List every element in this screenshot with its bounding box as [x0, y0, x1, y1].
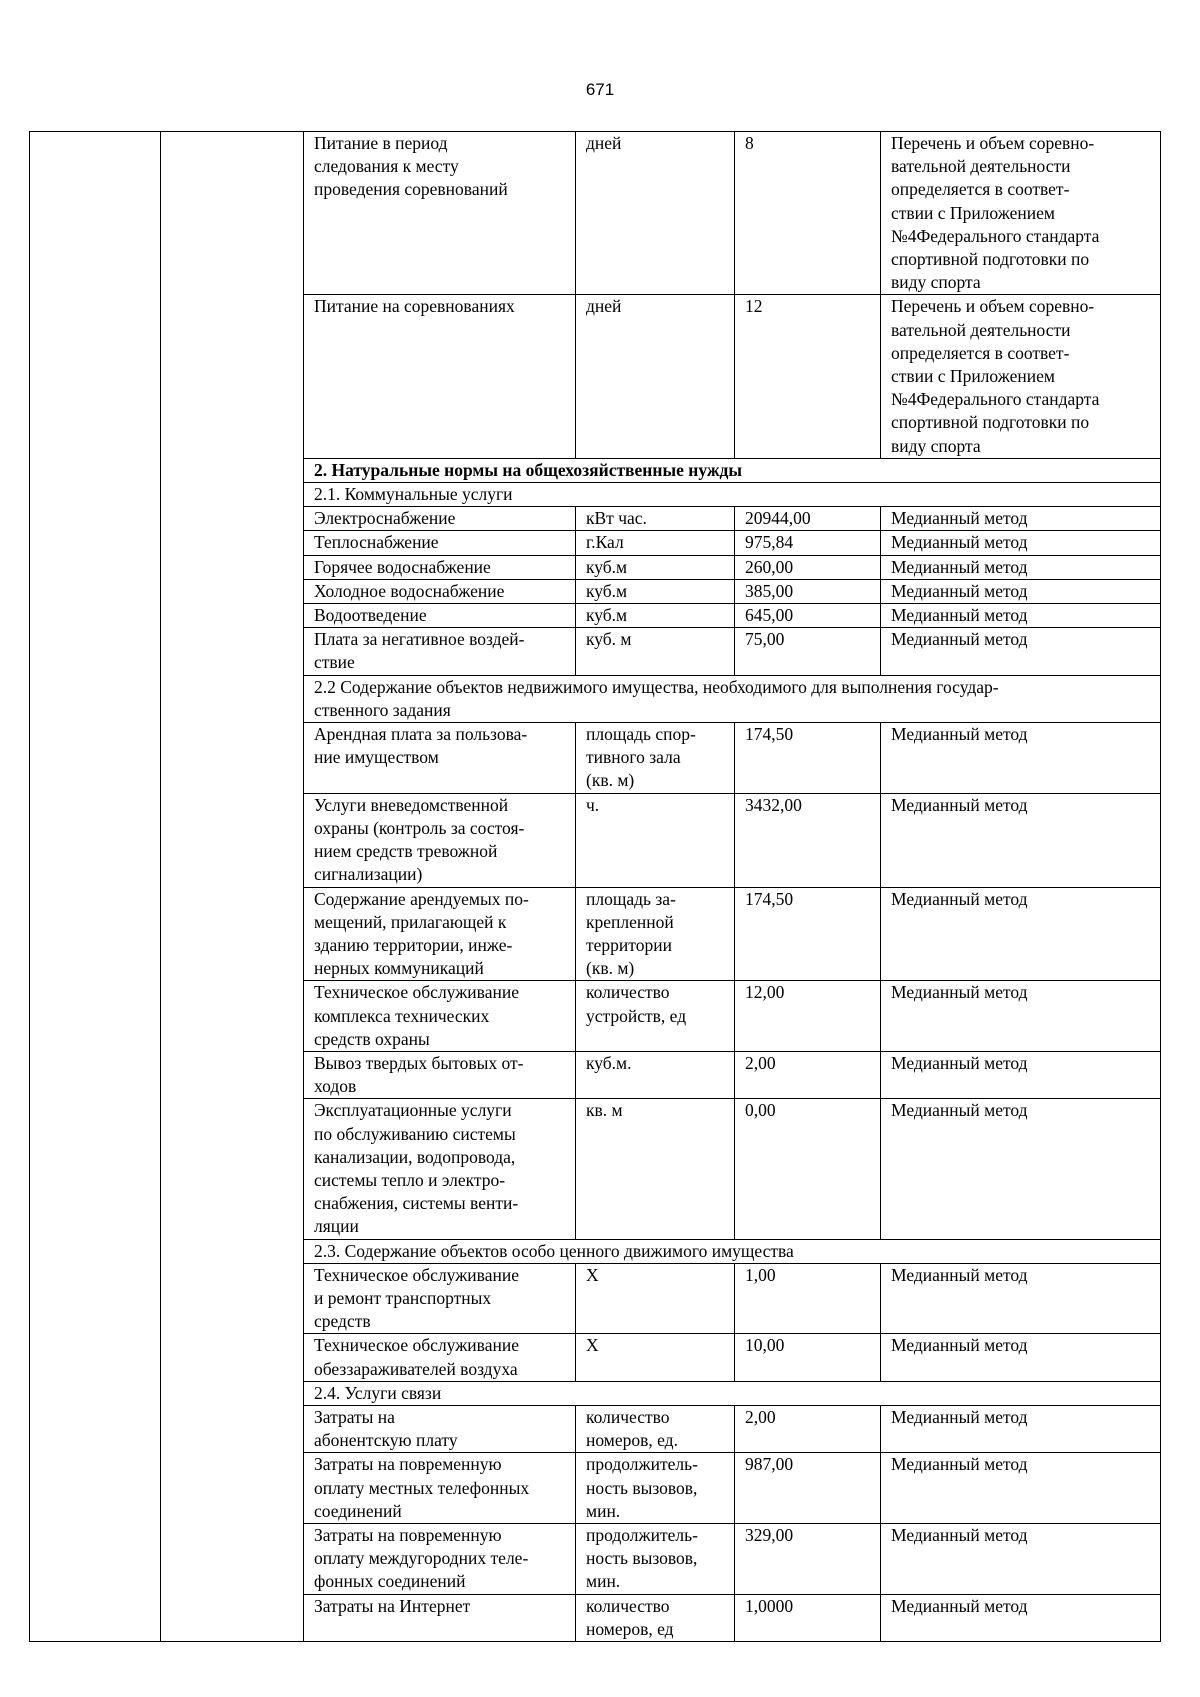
item-name-cell: Горячее водоснабжение	[304, 555, 576, 579]
item-unit-cell: площадь спор- тивного зала (кв. м)	[576, 723, 735, 794]
item-unit-cell: дней	[576, 132, 735, 295]
item-name-cell: Питание в период следования к месту проведения соревнований	[304, 132, 576, 295]
item-value-cell: 8	[735, 132, 881, 295]
item-unit-cell: количество номеров, ед.	[576, 1405, 735, 1452]
item-value-cell: 174,50	[735, 887, 881, 981]
item-method-cell: Медианный метод	[881, 887, 1161, 981]
item-unit-cell: Х	[576, 1334, 735, 1381]
item-name-cell: Техническое обслуживание комплекса технических средств охраны	[304, 981, 576, 1052]
item-value-cell: 0,00	[735, 1099, 881, 1239]
item-value-cell: 975,84	[735, 531, 881, 555]
item-value-cell: 329,00	[735, 1523, 881, 1594]
item-unit-cell: куб.м	[576, 604, 735, 628]
item-unit-cell: количество устройств, ед	[576, 981, 735, 1052]
table-row	[30, 132, 1161, 295]
section-heading: 2. Натуральные нормы на общехозяйственные нужды	[304, 458, 1161, 482]
item-unit-cell: ч.	[576, 793, 735, 887]
item-unit-cell: продолжитель- ность вызовов, мин.	[576, 1523, 735, 1594]
item-method-cell: Перечень и объем соревно- вательной деятельности определяется в соответ- ствии с Приложением №4Федерального стандарта спортивной подготовки по виду спорта	[881, 295, 1161, 458]
item-method-cell: Медианный метод	[881, 1405, 1161, 1452]
item-method-cell: Медианный метод	[881, 1453, 1161, 1524]
page-number: 671	[585, 80, 615, 99]
item-method-cell: Медианный метод	[881, 507, 1161, 531]
item-unit-cell: кв. м	[576, 1099, 735, 1239]
item-value-cell: 385,00	[735, 579, 881, 603]
item-name-cell: Затраты на Интернет	[304, 1594, 576, 1641]
item-value-cell: 2,00	[735, 1405, 881, 1452]
item-name-cell: Затраты на повременную оплату междугородних теле- фонных соединений	[304, 1523, 576, 1594]
item-name-cell: Электроснабжение	[304, 507, 576, 531]
item-unit-cell: продолжитель- ность вызовов, мин.	[576, 1453, 735, 1524]
item-unit-cell: куб. м	[576, 628, 735, 675]
item-name-cell: Затраты на повременную оплату местных телефонных соединений	[304, 1453, 576, 1524]
item-unit-cell: Х	[576, 1263, 735, 1334]
item-method-cell: Медианный метод	[881, 628, 1161, 675]
item-value-cell: 987,00	[735, 1453, 881, 1524]
item-unit-cell: кВт час.	[576, 507, 735, 531]
item-method-cell: Медианный метод	[881, 981, 1161, 1052]
item-value-cell: 1,00	[735, 1263, 881, 1334]
item-value-cell: 174,50	[735, 723, 881, 794]
item-value-cell: 10,00	[735, 1334, 881, 1381]
item-method-cell: Медианный метод	[881, 531, 1161, 555]
item-name-cell: Техническое обслуживание обеззараживателей воздуха	[304, 1334, 576, 1381]
item-name-cell: Эксплуатационные услуги по обслуживанию системы канализации, водопровода, системы тепло и электро- снабжения, системы венти- ляции	[304, 1099, 576, 1239]
item-unit-cell: куб.м.	[576, 1051, 735, 1098]
item-name-cell: Водоотведение	[304, 604, 576, 628]
subsection-heading: 2.3. Содержание объектов особо ценного движимого имущества	[304, 1239, 1161, 1263]
item-value-cell: 260,00	[735, 555, 881, 579]
subsection-heading: 2.1. Коммунальные услуги	[304, 483, 1161, 507]
item-value-cell: 75,00	[735, 628, 881, 675]
item-method-cell: Медианный метод	[881, 1334, 1161, 1381]
item-name-cell: Содержание арендуемых по- мещений, прилагающей к зданию территории, инже- нерных коммуникаций	[304, 887, 576, 981]
item-name-cell: Холодное водоснабжение	[304, 579, 576, 603]
item-unit-cell: дней	[576, 295, 735, 458]
item-name-cell: Арендная плата за пользова- ние имуществом	[304, 723, 576, 794]
left-blank-column-1	[30, 132, 161, 1642]
item-name-cell: Техническое обслуживание и ремонт транспортных средств	[304, 1263, 576, 1334]
item-value-cell: 645,00	[735, 604, 881, 628]
item-value-cell: 20944,00	[735, 507, 881, 531]
item-method-cell: Медианный метод	[881, 1051, 1161, 1098]
left-blank-column-2	[161, 132, 304, 1642]
item-unit-cell: куб.м	[576, 555, 735, 579]
item-value-cell: 1,0000	[735, 1594, 881, 1641]
item-method-cell: Медианный метод	[881, 793, 1161, 887]
item-value-cell: 3432,00	[735, 793, 881, 887]
item-value-cell: 12	[735, 295, 881, 458]
item-method-cell: Медианный метод	[881, 579, 1161, 603]
item-method-cell: Медианный метод	[881, 555, 1161, 579]
item-method-cell: Медианный метод	[881, 1099, 1161, 1239]
item-unit-cell: количество номеров, ед	[576, 1594, 735, 1641]
norms-table	[29, 131, 1161, 1642]
item-method-cell: Медианный метод	[881, 1594, 1161, 1641]
subsection-heading: 2.2 Содержание объектов недвижимого имущества, необходимого для выполнения государ- ственного задания	[304, 675, 1161, 722]
item-name-cell: Вывоз твердых бытовых от- ходов	[304, 1051, 576, 1098]
item-method-cell: Медианный метод	[881, 723, 1161, 794]
item-unit-cell: г.Кал	[576, 531, 735, 555]
item-unit-cell: куб.м	[576, 579, 735, 603]
item-name-cell: Затраты на абонентскую плату	[304, 1405, 576, 1452]
item-method-cell: Перечень и объем соревно- вательной деятельности определяется в соответ- ствии с Приложением №4Федерального стандарта спортивной подготовки по виду спорта	[881, 132, 1161, 295]
item-method-cell: Медианный метод	[881, 1263, 1161, 1334]
item-name-cell: Питание на соревнованиях	[304, 295, 576, 458]
item-name-cell: Теплоснабжение	[304, 531, 576, 555]
item-unit-cell: площадь за- крепленной территории (кв. м)	[576, 887, 735, 981]
item-value-cell: 2,00	[735, 1051, 881, 1098]
item-value-cell: 12,00	[735, 981, 881, 1052]
item-method-cell: Медианный метод	[881, 1523, 1161, 1594]
item-name-cell: Плата за негативное воздей- ствие	[304, 628, 576, 675]
subsection-heading: 2.4. Услуги связи	[304, 1381, 1161, 1405]
item-method-cell: Медианный метод	[881, 604, 1161, 628]
item-name-cell: Услуги вневедомственной охраны (контроль за состоя- нием средств тревожной сигнализации)	[304, 793, 576, 887]
